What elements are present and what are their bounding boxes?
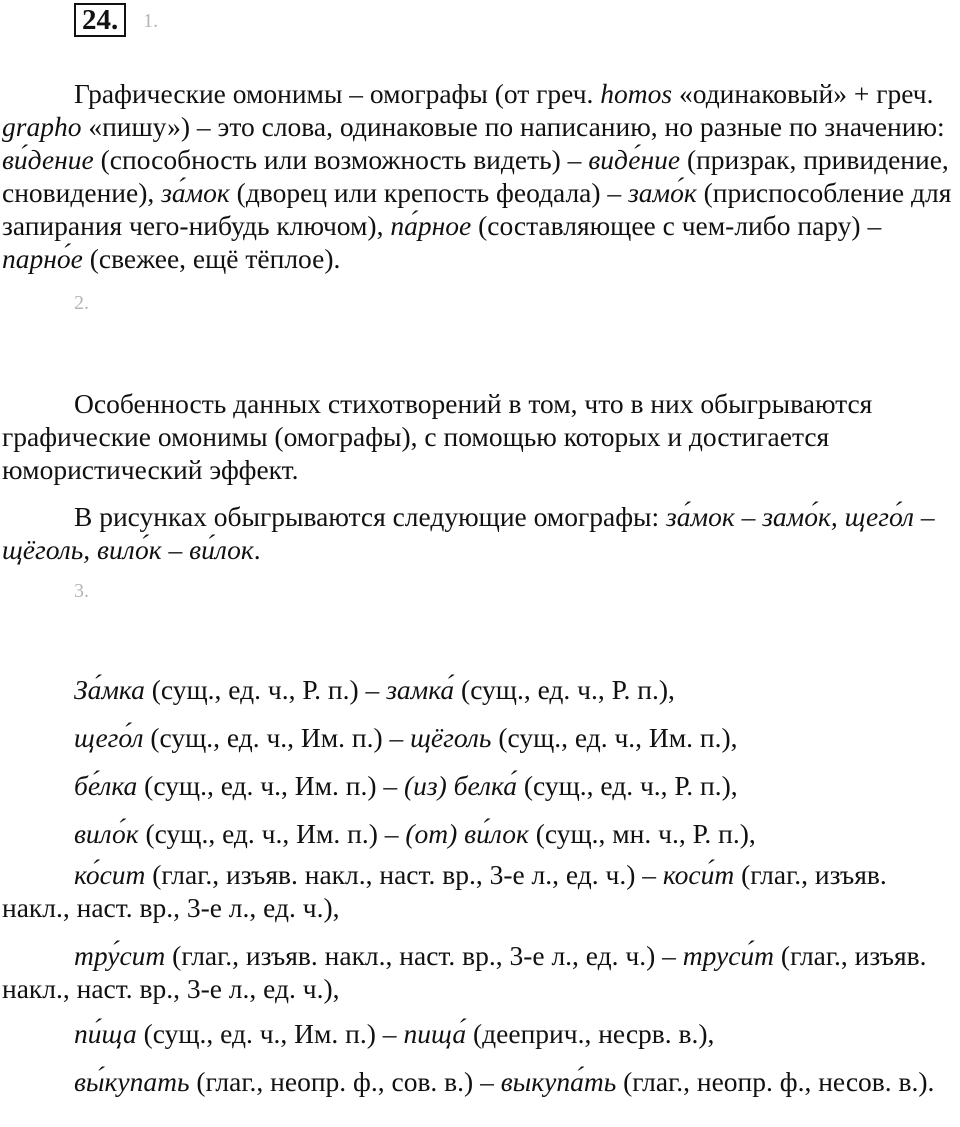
text-run: В рисунках обыгрываются следующие омографы: <box>74 501 667 532</box>
section1-paragraph <box>2 77 958 275</box>
italic-term: ви́дение <box>2 144 94 175</box>
italic-term: труси́т <box>682 940 775 971</box>
section2-paragraph-2 <box>2 500 960 566</box>
text-run: . <box>253 534 261 565</box>
exercise-number: 24. <box>74 3 126 37</box>
text-run: Особенность данных стихотворений в том, что в них обыгрываются графические омонимы (омографы), с помощью которых и достигается юмористический эффект. <box>2 388 873 485</box>
text-run: (сущ., ед. ч., Р. п.), <box>516 770 738 801</box>
text-run: (составляющее с чем-либо пару) – <box>471 210 882 241</box>
italic-term: щего́л <box>74 722 144 753</box>
italic-term: за́мок <box>161 177 230 208</box>
text-run: (сущ., ед. ч., Им. п.) – <box>137 770 405 801</box>
exercise-header <box>74 3 158 37</box>
italic-term: вило́к <box>74 818 139 849</box>
italic-term: пи́ща <box>74 1018 137 1049</box>
italic-term: парно́е <box>2 243 83 274</box>
text-run: (глаг., изъяв. накл., наст. вр., 3-е л., ед. ч.), <box>2 859 887 923</box>
morphology-line <box>2 858 958 924</box>
text-run: (сущ., мн. ч., Р. п.), <box>528 818 756 849</box>
italic-term: за́мок – замо́к, щего́л – щёголь, вило́к – ви́лок <box>2 501 935 565</box>
italic-term: тру́сит <box>74 940 166 971</box>
text-run: (сущ., ед. ч., Им. п.) – <box>143 722 411 753</box>
italic-term: коси́т <box>662 859 735 890</box>
morphology-line <box>2 1065 958 1098</box>
italic-term: щёголь <box>410 722 492 753</box>
morphology-line <box>2 721 958 754</box>
text-run: (сущ., ед. ч., Им. п.), <box>491 722 738 753</box>
text-run: (сущ., ед. ч., Р. п.), <box>454 674 675 705</box>
text-run: (призрак, привидение, сновидение), <box>2 144 949 208</box>
text-run: (сущ., ед. ч., Им. п.) – <box>138 818 406 849</box>
italic-term: виде́ние <box>588 144 681 175</box>
italic-term: замка́ <box>386 674 455 705</box>
text-run: (глаг., неопр. ф., несов. в.). <box>616 1066 935 1097</box>
text-run: «одинаковый» + греч. <box>672 78 934 109</box>
subsection-number-1: 1. <box>143 10 159 32</box>
italic-term: За́мка <box>74 674 145 705</box>
morphology-line <box>2 769 958 802</box>
text-run: (сущ., ед. ч., Р. п.) – <box>144 674 387 705</box>
italic-term: выкупа́ть <box>500 1066 617 1097</box>
text-run: (сущ., ед. ч., Им. п.) – <box>136 1018 404 1049</box>
italic-term: ко́сит <box>74 859 146 890</box>
text-run: (дееприч., несрв. в.), <box>466 1018 715 1049</box>
text-run: (глаг., изъяв. накл., наст. вр., 3-е л., ед. ч.) – <box>165 940 683 971</box>
italic-term: бе́лка <box>74 770 138 801</box>
text-run: (способность или возможность видеть) – <box>93 144 589 175</box>
text-run: (свежее, ещё тёплое). <box>82 243 341 274</box>
text-run: (дворец или крепость феодала) – <box>229 177 629 208</box>
italic-term: grapho <box>2 111 82 142</box>
italic-term: (от) ви́лок <box>405 818 529 849</box>
subsection-number-2: 2. <box>74 292 89 314</box>
italic-term: замо́к <box>628 177 697 208</box>
italic-term: па́рное <box>390 210 472 241</box>
text-run: «пишу») – это слова, одинаковые по написанию, но разные по значению: <box>81 111 945 142</box>
text-run: (приспособление для запирания чего-нибудь ключом), <box>2 177 952 241</box>
subsection-number-3: 3. <box>74 580 89 602</box>
italic-term: homos <box>600 78 673 109</box>
text-run: (глаг., изъяв. накл., наст. вр., 3-е л., ед. ч.), <box>2 940 927 1004</box>
text-run: (глаг., изъяв. накл., наст. вр., 3-е л., ед. ч.) – <box>145 859 663 890</box>
section2-paragraph-1 <box>2 387 958 486</box>
morphology-line <box>2 939 958 1005</box>
morphology-line <box>2 1017 958 1050</box>
italic-term: пища́ <box>403 1018 467 1049</box>
italic-term: вы́купать <box>74 1066 190 1097</box>
morphology-line <box>2 673 958 706</box>
text-run: Графические омонимы – омографы (от греч. <box>74 78 601 109</box>
italic-term: (из) белка́ <box>404 770 517 801</box>
morphology-line <box>2 817 958 850</box>
text-run: (глаг., неопр. ф., сов. в.) – <box>189 1066 501 1097</box>
